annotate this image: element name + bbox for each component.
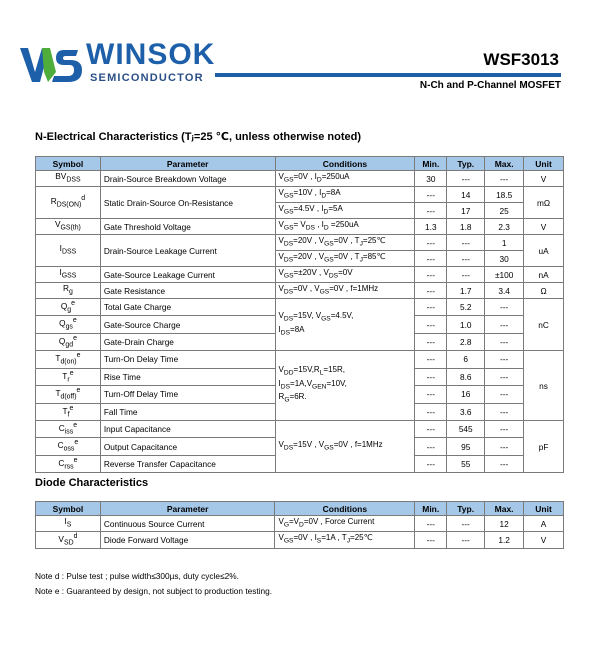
max-cell: ---: [485, 171, 524, 187]
typ-cell: ---: [447, 267, 485, 283]
col-parameter: Parameter: [100, 157, 275, 171]
symbol-cell: $T_{d(off)}^e$: [36, 386, 101, 403]
parameter-cell: Total Gate Charge: [100, 299, 275, 316]
parameter-cell: Static Drain-Source On-Resistance: [100, 187, 275, 219]
col-unit: Unit: [524, 502, 564, 516]
max-cell: ---: [485, 438, 524, 455]
max-cell: ---: [485, 351, 524, 368]
unit-cell: nA: [524, 267, 564, 283]
typ-cell: 545: [447, 420, 485, 437]
typ-cell: 14: [447, 187, 485, 203]
col-max: Max.: [485, 502, 524, 516]
symbol-cell: $BV_{DSS}$: [36, 171, 101, 187]
diode-table: [35, 501, 564, 549]
company-logo: [20, 38, 220, 90]
unit-cell: V: [524, 171, 564, 187]
note-e: Note e : Guaranteed by design, not subject to production testing.: [35, 586, 273, 596]
max-cell: 1.2: [485, 532, 524, 549]
max-cell: 3.4: [485, 283, 524, 299]
col-min: Min.: [415, 157, 447, 171]
typ-cell: ---: [447, 251, 485, 267]
typ-cell: 3.6: [447, 403, 485, 420]
symbol-cell: $C_{rss}^e$: [36, 455, 101, 472]
device-description: N-Ch and P-Channel MOSFET: [419, 80, 561, 91]
typ-cell: 6: [447, 351, 485, 368]
min-cell: ---: [415, 403, 447, 420]
symbol-cell: $I_{GSS}$: [36, 267, 101, 283]
min-cell: 1.3: [415, 219, 447, 235]
unit-cell: A: [524, 516, 564, 532]
max-cell: ---: [485, 420, 524, 437]
min-cell: ---: [415, 283, 447, 299]
diode-section-title: Diode Characteristics: [35, 477, 149, 489]
symbol-cell: $Q_g^e$: [36, 299, 101, 316]
conditions-cell: $V_{DS}=20V$ , $V_{GS}=0V$ , $T_J=85℃$: [275, 251, 415, 267]
table-row: [36, 267, 564, 283]
parameter-cell: Diode Forward Voltage: [100, 532, 275, 549]
min-cell: ---: [415, 267, 447, 283]
unit-cell: uA: [524, 235, 564, 267]
col-typ: Typ.: [447, 502, 485, 516]
table-row: [36, 420, 564, 437]
symbol-cell: $I_{DSS}$: [36, 235, 101, 267]
min-cell: ---: [415, 333, 447, 350]
symbol-cell: $C_{oss}^e$: [36, 438, 101, 455]
max-cell: ---: [485, 368, 524, 385]
typ-cell: 1.8: [447, 219, 485, 235]
min-cell: ---: [415, 187, 447, 203]
charge-conditions-cell: $V_{DS}=15V$, $V_{GS}=4.5V$, $I_{DS}=8A$: [275, 299, 415, 351]
symbol-cell: $R_g$: [36, 283, 101, 299]
conditions-cell: $V_{GS}=0V$ , $I_S=1A$ , $T_J=25℃$: [275, 532, 415, 549]
capacitance-conditions-cell: $V_{DS}=15V$ , $V_{GS}=0V$ , f=1MHz: [275, 420, 415, 472]
max-cell: 18.5: [485, 187, 524, 203]
unit-cell: nC: [524, 299, 564, 351]
typ-cell: 17: [447, 203, 485, 219]
table-row: [36, 516, 564, 532]
n-electrical-table: [35, 156, 564, 473]
brand-subtitle: SEMICONDUCTOR: [90, 72, 204, 84]
col-max: Max.: [485, 157, 524, 171]
symbol-cell: $T_r^e$: [36, 368, 101, 385]
parameter-cell: Output Capacitance: [100, 438, 275, 455]
switching-conditions-cell: $V_{DD}=15V,R_L=15R$, $I_{DS}=1A,V_{GEN}=10V$, $R_G=6R$.: [275, 351, 415, 421]
max-cell: ---: [485, 403, 524, 420]
table-row: [36, 171, 564, 187]
typ-cell: ---: [447, 532, 485, 549]
parameter-cell: Gate Resistance: [100, 283, 275, 299]
typ-cell: 95: [447, 438, 485, 455]
table-row: [36, 187, 564, 203]
conditions-cell: $V_{DS}=20V$ , $V_{GS}=0V$ , $T_J=25℃$: [275, 235, 415, 251]
max-cell: 2.3: [485, 219, 524, 235]
typ-cell: 16: [447, 386, 485, 403]
col-conditions: Conditions: [275, 157, 415, 171]
min-cell: ---: [415, 516, 447, 532]
typ-cell: 1.7: [447, 283, 485, 299]
conditions-cell: $V_{GS}=10V$ , $I_D=8A$: [275, 187, 415, 203]
unit-cell: Ω: [524, 283, 564, 299]
max-cell: ---: [485, 455, 524, 472]
min-cell: ---: [415, 203, 447, 219]
parameter-cell: Fall Time: [100, 403, 275, 420]
symbol-cell: $T_{d(on)}^e$: [36, 351, 101, 368]
min-cell: ---: [415, 316, 447, 333]
table-row: [36, 283, 564, 299]
unit-cell: V: [524, 219, 564, 235]
header-divider: [215, 73, 561, 77]
symbol-cell: $I_S$: [36, 516, 101, 532]
col-symbol: Symbol: [36, 502, 101, 516]
unit-cell: pF: [524, 420, 564, 472]
symbol-cell: $V_{SD}^d$: [36, 532, 101, 549]
min-cell: ---: [415, 368, 447, 385]
parameter-cell: Continuous Source Current: [100, 516, 275, 532]
min-cell: ---: [415, 438, 447, 455]
unit-cell: ns: [524, 351, 564, 421]
part-number: WSF3013: [483, 50, 559, 69]
table-header-row: [36, 502, 564, 516]
winsok-ws-logo-icon: [20, 46, 82, 84]
typ-cell: ---: [447, 235, 485, 251]
table-row: [36, 299, 564, 316]
col-parameter: Parameter: [100, 502, 275, 516]
max-cell: 1: [485, 235, 524, 251]
col-typ: Typ.: [447, 157, 485, 171]
max-cell: 30: [485, 251, 524, 267]
typ-cell: ---: [447, 171, 485, 187]
min-cell: ---: [415, 351, 447, 368]
brand-name: WINSOK: [86, 38, 216, 71]
typ-cell: 1.0: [447, 316, 485, 333]
col-unit: Unit: [524, 157, 564, 171]
max-cell: ---: [485, 333, 524, 350]
max-cell: ±100: [485, 267, 524, 283]
table-row: [36, 532, 564, 549]
typ-cell: 8.6: [447, 368, 485, 385]
table-header-row: [36, 157, 564, 171]
parameter-cell: Drain-Source Leakage Current: [100, 235, 275, 267]
max-cell: ---: [485, 299, 524, 316]
conditions-cell: $V_{GS}=4.5V$ , $I_D=5A$: [275, 203, 415, 219]
symbol-cell: $C_{iss}^e$: [36, 420, 101, 437]
symbol-cell: $R_{DS(ON)}^d$: [36, 187, 101, 219]
typ-cell: ---: [447, 516, 485, 532]
col-conditions: Conditions: [275, 502, 415, 516]
parameter-cell: Turn-Off Delay Time: [100, 386, 275, 403]
unit-cell: V: [524, 532, 564, 549]
symbol-cell: $Q_{gs}^e$: [36, 316, 101, 333]
max-cell: 12: [485, 516, 524, 532]
parameter-cell: Gate Threshold Voltage: [100, 219, 275, 235]
conditions-cell: $V_{GS}=\pm 20V$ , $V_{DS}=0V$: [275, 267, 415, 283]
max-cell: ---: [485, 386, 524, 403]
n-section-title: N-Electrical Characteristics (Tⱼ=25 ℃, unless otherwise noted): [35, 131, 361, 143]
parameter-cell: Input Capacitance: [100, 420, 275, 437]
min-cell: ---: [415, 235, 447, 251]
parameter-cell: Gate-Drain Charge: [100, 333, 275, 350]
note-d: Note d : Pulse test ; pulse width≤300µs, duty cycle≤2%.: [35, 571, 239, 581]
parameter-cell: Turn-On Delay Time: [100, 351, 275, 368]
min-cell: ---: [415, 386, 447, 403]
unit-cell: mΩ: [524, 187, 564, 219]
min-cell: ---: [415, 251, 447, 267]
typ-cell: 2.8: [447, 333, 485, 350]
conditions-cell: $V_{GS}= V_{DS}$ , $I_D =250uA$: [275, 219, 415, 235]
min-cell: ---: [415, 532, 447, 549]
max-cell: 25: [485, 203, 524, 219]
table-row: [36, 219, 564, 235]
min-cell: 30: [415, 171, 447, 187]
col-min: Min.: [415, 502, 447, 516]
min-cell: ---: [415, 299, 447, 316]
symbol-cell: $V_{GS(th)}$: [36, 219, 101, 235]
max-cell: ---: [485, 316, 524, 333]
min-cell: ---: [415, 455, 447, 472]
symbol-cell: $T_f^e$: [36, 403, 101, 420]
col-symbol: Symbol: [36, 157, 101, 171]
conditions-cell: $V_{DS}=0V$ , $V_{GS}=0V$ , f=1MHz: [275, 283, 415, 299]
parameter-cell: Gate-Source Charge: [100, 316, 275, 333]
min-cell: ---: [415, 420, 447, 437]
conditions-cell: $V_{GS}=0V$ , $I_D=250uA$: [275, 171, 415, 187]
parameter-cell: Gate-Source Leakage Current: [100, 267, 275, 283]
conditions-cell: $V_G=V_D=0V$ , Force Current: [275, 516, 415, 532]
parameter-cell: Drain-Source Breakdown Voltage: [100, 171, 275, 187]
symbol-cell: $Q_{gd}^e$: [36, 333, 101, 350]
typ-cell: 5.2: [447, 299, 485, 316]
parameter-cell: Rise Time: [100, 368, 275, 385]
parameter-cell: Reverse Transfer Capacitance: [100, 455, 275, 472]
table-row: [36, 235, 564, 251]
table-row: [36, 351, 564, 368]
typ-cell: 55: [447, 455, 485, 472]
